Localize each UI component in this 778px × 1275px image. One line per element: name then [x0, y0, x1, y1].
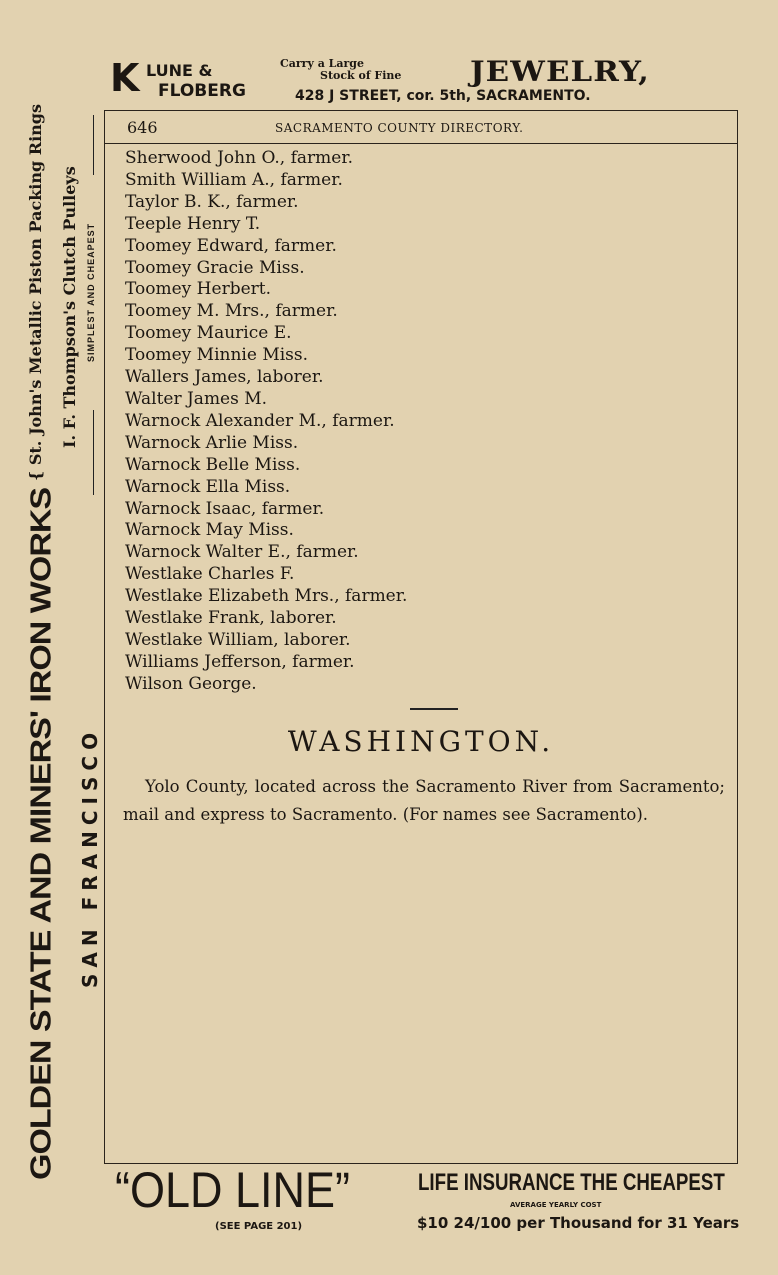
side-ad-san-francisco: SAN FRANCISCO	[78, 726, 102, 989]
old-line-title: “OLD LINE”	[115, 1162, 351, 1218]
directory-entry: Warnock Walter E., farmer.	[125, 542, 359, 563]
page-number: 646	[127, 118, 158, 137]
average-cost: AVERAGE YEARLY COST	[510, 1201, 602, 1209]
directory-entry: Teeple Henry T.	[125, 213, 261, 234]
directory-entry: Toomey Herbert.	[125, 279, 271, 300]
side-ad-golden-state: GOLDEN STATE AND MINERS' IRON WORKS	[24, 487, 58, 1180]
directory-entry: Westlake Frank, laborer.	[125, 608, 337, 629]
carry-line: Carry a Large	[280, 57, 364, 70]
divider-line	[93, 410, 94, 495]
directory-entry: Warnock May Miss.	[125, 520, 294, 541]
directory-entry: Westlake Charles F.	[125, 564, 295, 585]
jewelry-heading: JEWELRY,	[470, 55, 650, 88]
side-ad-thompson: I. F. Thompson's Clutch Pulleys	[60, 166, 79, 449]
directory-entry: Walter James M.	[125, 388, 268, 409]
directory-entry: Toomey M. Mrs., farmer.	[125, 301, 338, 322]
header-rule	[105, 143, 737, 144]
directory-entry: Warnock Ella Miss.	[125, 476, 291, 497]
directory-entry: Toomey Minnie Miss.	[125, 345, 309, 366]
logo-k: K	[110, 56, 140, 100]
section-divider	[410, 708, 458, 710]
see-page: (SEE PAGE 201)	[215, 1221, 303, 1232]
directory-entry: Toomey Edward, farmer.	[125, 235, 337, 256]
directory-entry: Warnock Arlie Miss.	[125, 432, 299, 453]
directory-entry: Westlake Elizabeth Mrs., farmer.	[125, 586, 408, 607]
header-ad	[110, 55, 740, 106]
side-ad-simplest: SIMPLEST AND CHEAPEST	[86, 222, 96, 363]
directory-entry: Sherwood John O., farmer.	[125, 148, 353, 168]
price: $10 24/100 per Thousand for 31 Years	[417, 1214, 740, 1232]
section-description: Yolo County, located across the Sacramento River from Sacramento; mail and express to Sacramento. (For names see Sacramento).	[123, 777, 725, 824]
running-title: SACRAMENTO COUNTY DIRECTORY.	[275, 121, 524, 135]
directory-entry: Taylor B. K., farmer.	[125, 191, 299, 212]
directory-entry: Wilson George.	[125, 673, 257, 694]
carry-text	[280, 58, 401, 82]
divider-line	[93, 115, 94, 175]
directory-list	[125, 148, 407, 696]
page-frame	[104, 110, 738, 1164]
logo-lune: LUNE &	[146, 61, 213, 80]
directory-entry: Warnock Belle Miss.	[125, 454, 301, 475]
section-heading: WASHINGTON.	[287, 725, 555, 758]
directory-entry: Smith William A., farmer.	[125, 169, 343, 190]
directory-entry: Toomey Gracie Miss.	[125, 257, 305, 278]
address: 428 J STREET, cor. 5th, SACRAMENTO.	[295, 88, 591, 104]
directory-entry: Wallers James, laborer.	[125, 367, 324, 388]
directory-entry: Toomey Maurice E.	[125, 323, 292, 344]
logo-floberg: FLOBERG	[158, 81, 246, 101]
stock-line: Stock of Fine	[320, 69, 402, 82]
directory-entry: Warnock Isaac, farmer.	[125, 498, 325, 519]
directory-entry: Williams Jefferson, farmer.	[125, 651, 355, 672]
directory-entry: Westlake William, laborer.	[125, 629, 351, 650]
life-insurance: LIFE INSURANCE THE CHEAPEST	[418, 1169, 725, 1196]
footer-ad	[115, 1162, 740, 1237]
directory-entry: Warnock Alexander M., farmer.	[125, 410, 395, 431]
side-ad-st-john: { St. John's Metallic Piston Packing Rings	[26, 104, 45, 481]
